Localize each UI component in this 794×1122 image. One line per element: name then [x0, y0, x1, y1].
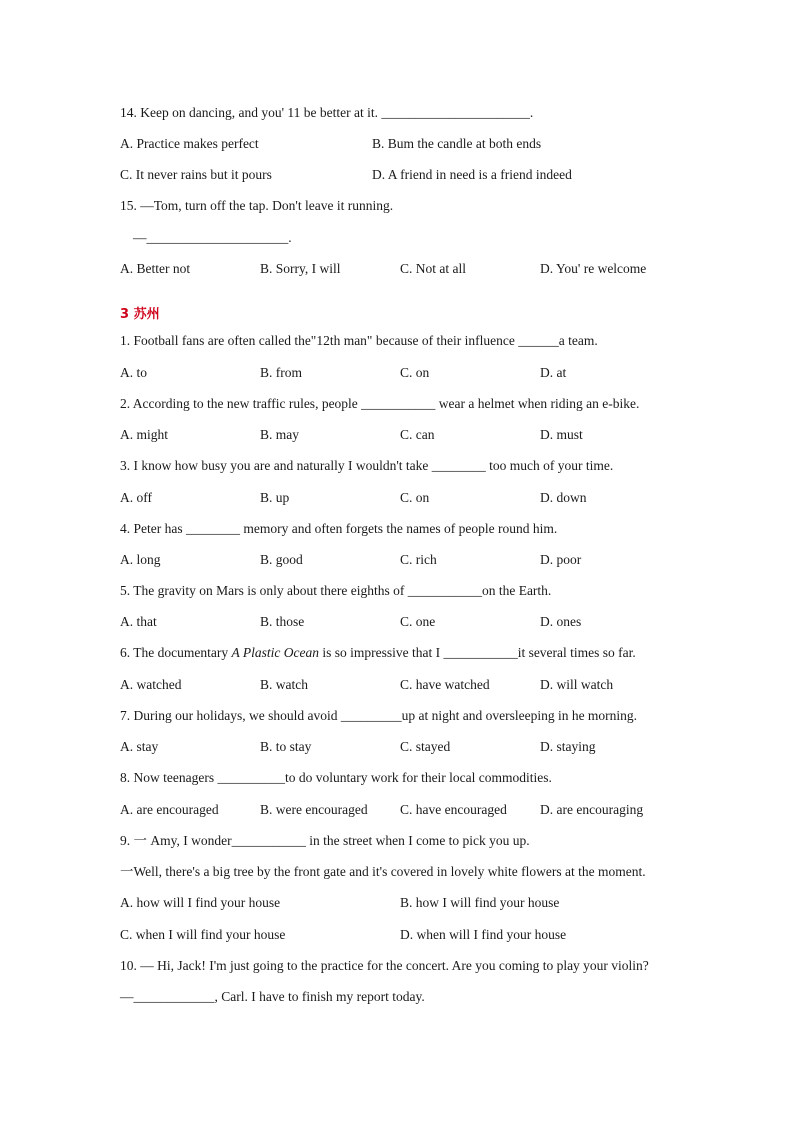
question-9-option-b: B. how I will find your house	[400, 895, 560, 910]
question-6-option-d: D. will watch	[540, 677, 614, 692]
question-9-option-c: C. when I will find your house	[120, 927, 286, 942]
question-15-option-b: B. Sorry, I will	[260, 261, 341, 276]
question-10-reply: —____________, Carl. I have to finish my report today.	[120, 989, 425, 1004]
question-5-option-a: A. that	[120, 614, 157, 629]
question-1-stem: 1. Football fans are often called the"12th man" because of their influence ______a team.	[120, 333, 598, 348]
question-1-option-a: A. to	[120, 365, 147, 380]
question-4-option-c: C. rich	[400, 552, 437, 567]
question-8-option-d: D. are encouraging	[540, 802, 644, 817]
question-5-option-c: C. one	[400, 614, 436, 629]
question-8-option-b: B. were encouraged	[260, 802, 368, 817]
question-15-option-c: C. Not at all	[400, 261, 466, 276]
question-9-reply: 一Well, there's a big tree by the front gate and it's covered in lovely white flowers at the moment.	[120, 864, 646, 879]
question-4-stem: 4. Peter has ________ memory and often forgets the names of people round him.	[120, 521, 558, 536]
question-9-stem: 9. 一 Amy, I wonder___________ in the street when I come to pick you up.	[120, 833, 530, 848]
question-14-option-c: C. It never rains but it pours	[120, 167, 272, 182]
question-2-stem: 2. According to the new traffic rules, people ___________ wear a helmet when riding an e-bike.	[120, 396, 640, 411]
question-14-stem: 14. Keep on dancing, and you' 11 be better at it. ______________________.	[120, 105, 534, 120]
question-6-option-a: A. watched	[120, 677, 182, 692]
question-6-stem-end: is so impressive that I ___________it several times so far.	[318, 645, 636, 660]
question-6-option-b: B. watch	[260, 677, 308, 692]
question-6-stem	[120, 644, 636, 662]
question-15-reply: —_____________________.	[133, 230, 292, 245]
question-15-option-d: D. You' re welcome	[540, 261, 647, 276]
question-5-option-b: B. those	[260, 614, 305, 629]
question-15-option-a: A. Better not	[120, 261, 191, 276]
question-5-stem: 5. The gravity on Mars is only about there eighths of ___________on the Earth.	[120, 583, 552, 598]
question-1-option-d: D. at	[540, 365, 567, 380]
question-4-option-d: D. poor	[540, 552, 582, 567]
question-3-option-b: B. up	[260, 490, 290, 505]
question-7-option-b: B. to stay	[260, 739, 312, 754]
question-10-stem: 10. — Hi, Jack! I'm just going to the practice for the concert. Are you coming to play your violin?	[120, 958, 649, 973]
question-4-option-b: B. good	[260, 552, 303, 567]
section-heading: 3 苏州	[120, 307, 160, 322]
question-15-stem: 15. —Tom, turn off the tap. Don't leave it running.	[120, 198, 394, 213]
question-2-option-b: B. may	[260, 427, 299, 442]
question-8-option-c: C. have encouraged	[400, 802, 507, 817]
question-1-option-c: C. on	[400, 365, 430, 380]
question-14-option-a: A. Practice makes perfect	[120, 136, 259, 151]
question-4-option-a: A. long	[120, 552, 161, 567]
question-6-film-title: A Plastic Ocean	[231, 645, 319, 660]
question-2-option-a: A. might	[120, 427, 169, 442]
question-8-option-a: A. are encouraged	[120, 802, 219, 817]
question-5-option-d: D. ones	[540, 614, 582, 629]
question-9-option-a: A. how will I find your house	[120, 895, 281, 910]
question-3-option-d: D. down	[540, 490, 587, 505]
question-2-option-c: C. can	[400, 427, 435, 442]
question-7-option-c: C. stayed	[400, 739, 451, 754]
question-8-stem: 8. Now teenagers __________to do voluntary work for their local commodities.	[120, 770, 552, 785]
question-3-option-a: A. off	[120, 490, 152, 505]
question-2-option-d: D. must	[540, 427, 583, 442]
question-6-stem-start: 6. The documentary	[120, 645, 232, 660]
question-7-option-d: D. staying	[540, 739, 596, 754]
question-7-option-a: A. stay	[120, 739, 159, 754]
question-14-option-d: D. A friend in need is a friend indeed	[372, 167, 572, 182]
question-7-stem: 7. During our holidays, we should avoid _________up at night and oversleeping in he morning.	[120, 708, 638, 723]
question-3-stem: 3. I know how busy you are and naturally I wouldn't take ________ too much of your time.	[120, 458, 614, 473]
question-9-option-d: D. when will I find your house	[400, 927, 567, 942]
question-3-option-c: C. on	[400, 490, 430, 505]
question-1-option-b: B. from	[260, 365, 302, 380]
question-6-option-c: C. have watched	[400, 677, 490, 692]
question-14-option-b: B. Bum the candle at both ends	[372, 136, 542, 151]
